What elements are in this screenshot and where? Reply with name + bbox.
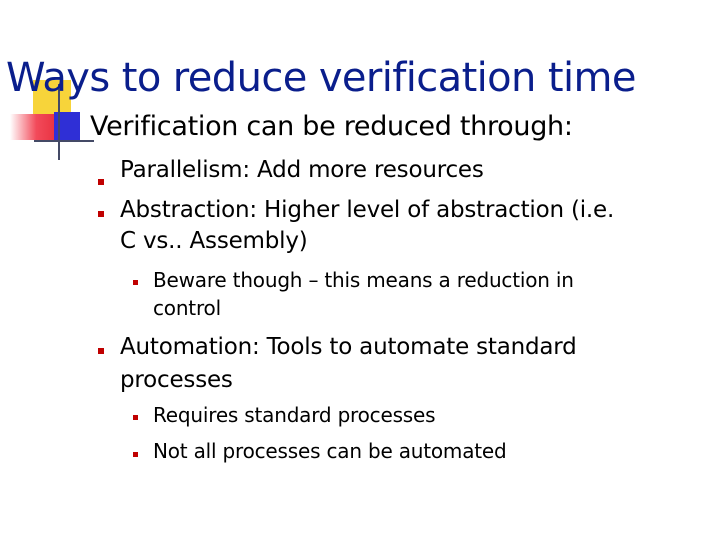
sub-bullet-beware-cont: control	[153, 296, 221, 320]
bullet-automation: Automation: Tools to automate standard	[120, 334, 577, 360]
sub-bullet-requires: Requires standard processes	[153, 403, 436, 427]
logo-horizontal-line	[34, 140, 94, 142]
bullet-automation-cont: processes	[120, 367, 233, 393]
main-point: Verification can be reduced through:	[90, 111, 573, 142]
logo-red-block	[10, 114, 58, 140]
bullet-square-icon	[133, 452, 138, 457]
bullet-abstraction-cont: C vs.. Assembly)	[120, 228, 308, 254]
bullet-square-icon	[133, 415, 138, 420]
sub-bullet-beware: Beware though – this means a reduction in	[153, 268, 574, 292]
bullet-square-icon	[98, 348, 104, 354]
bullet-square-icon	[133, 280, 138, 285]
sub-bullet-not-all: Not all processes can be automated	[153, 439, 507, 463]
bullet-abstraction: Abstraction: Higher level of abstraction (i.e.	[120, 197, 615, 223]
bullet-square-icon	[98, 179, 104, 185]
bullet-parallelism: Parallelism: Add more resources	[120, 157, 484, 183]
bullet-square-icon	[98, 211, 104, 217]
slide-title: Ways to reduce verification time	[6, 55, 636, 101]
